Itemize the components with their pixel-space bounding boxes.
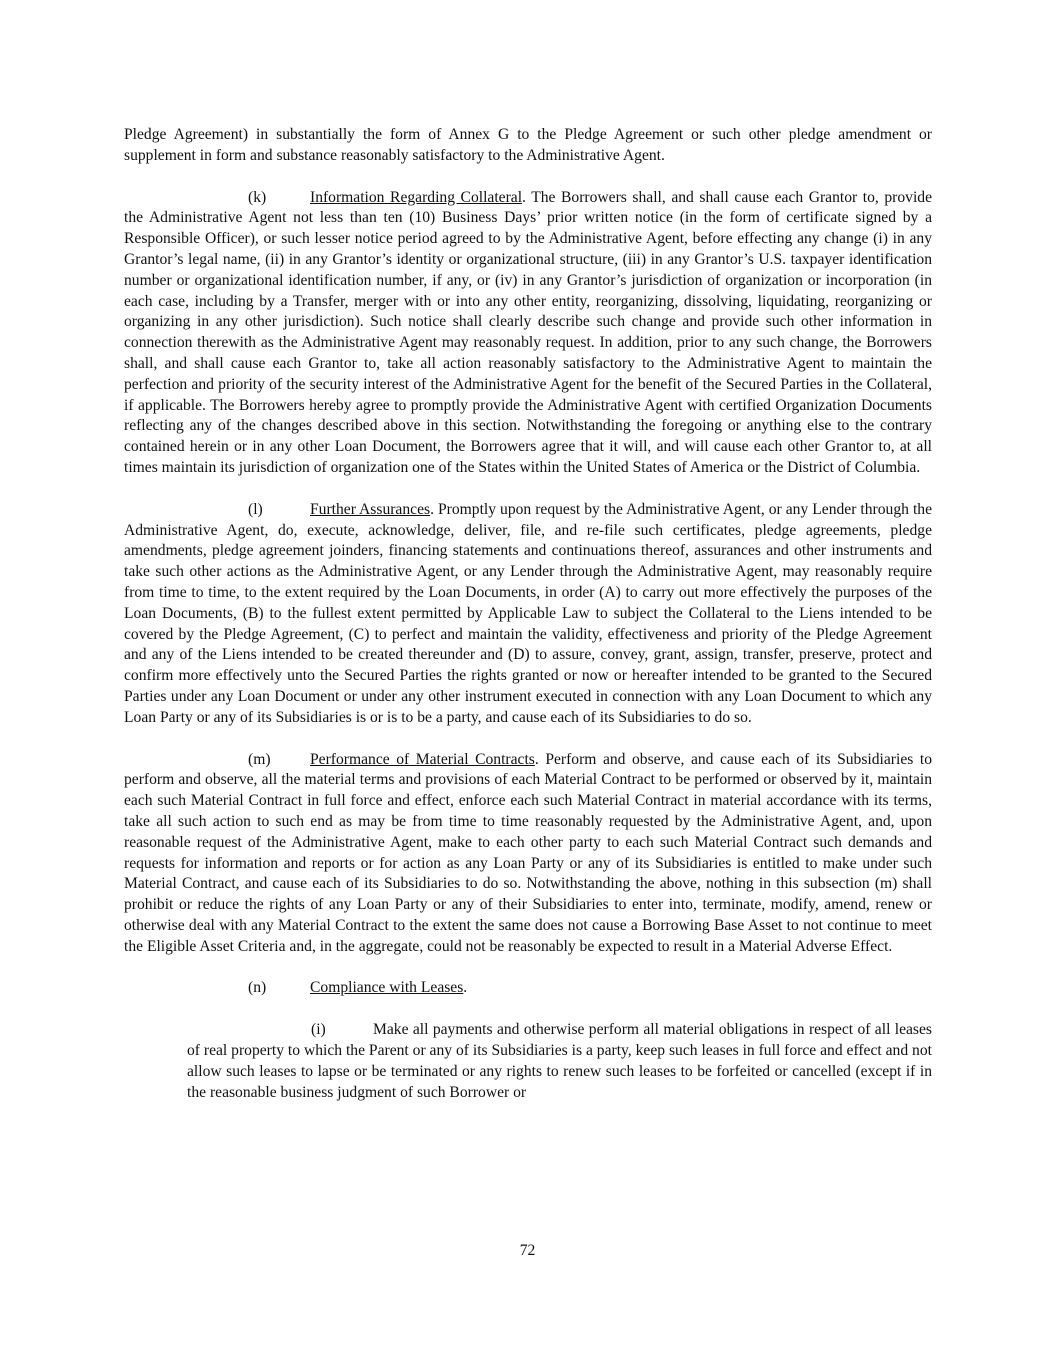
section-l-marker: (l) xyxy=(248,500,263,518)
section-m-marker: (m) xyxy=(248,750,271,768)
section-l-paragraph xyxy=(124,500,932,729)
section-k-heading: Information Regarding Collateral xyxy=(310,188,523,206)
section-k-text: . The Borrowers shall, and shall cause each Grantor to, provide the Administrative Agent not less than ten (10) Business Days’ prior written notice (in the form of certificate signed by a Responsible Officer), or such lesser notice period agreed to by the Administrative Agent, before effecting any change (i) in any Grantor’s legal name, (ii) in any Grantor’s identity or organizational structure, (iii) in any Grantor’s U.S. taxpayer identification number or organizational identification number, if any, or (iv) in any Grantor’s jurisdiction of organization or incorporation (in each case, including by a Transfer, merger with or into any other entity, reorganizing, dissolving, liquidating, reorganizing or organizing in any other jurisdiction). Such notice shall clearly describe such change and provide such other information in connection therewith as the Administrative Agent may reasonably request. In addition, prior to any such change, the Borrowers shall, and shall cause each Grantor to, take all action reasonably satisfactory to the Administrative Agent to maintain the perfection and priority of the security interest of the Administrative Agent for the benefit of the Secured Parties in the Collateral, if applicable. The Borrowers hereby agree to promptly provide the Administrative Agent with certified Organization Documents reflecting any of the changes described above in this section. Notwithstanding the foregoing or anything else to the contrary contained herein or in any other Loan Document, the Borrowers agree that it will, and will cause each other Grantor to, at all times maintain its jurisdiction of organization one of the States within the United States of America or the District of Columbia. xyxy=(124,188,932,476)
section-n-paragraph xyxy=(124,978,932,999)
section-n-i-paragraph xyxy=(187,1020,932,1103)
section-n-i-text: Make all payments and otherwise perform all material obligations in respect of all leases of real property to which the Parent or any of its Subsidiaries is a party, keep such leases in full force and effect and not allow such leases to lapse or be terminated or any rights to renew such leases to be forfeited or cancelled (except if in the reasonable business judgment of such Borrower or xyxy=(187,1021,932,1101)
section-n-heading: Compliance with Leases xyxy=(310,979,464,997)
section-n-i-marker: (i) xyxy=(311,1021,326,1039)
section-m-heading: Performance of Material Contracts xyxy=(310,750,535,768)
section-l-heading: Further Assurances xyxy=(310,500,431,518)
continuation-paragraph xyxy=(124,125,932,167)
section-k-paragraph xyxy=(124,188,932,479)
page-number: 72 xyxy=(519,1242,536,1259)
section-l-text: . Promptly upon request by the Administrative Agent, or any Lender through the Administrative Agent, do, execute, acknowledge, deliver, file, and re-file such certificates, pledge agreements, pledge amendments, pledge agreement joinders, financing statements and continuations thereof, assurances and other instruments and take such other actions as the Administrative Agent, or any Lender through the Administrative Agent, may reasonably require from time to time, to the extent required by the Loan Documents, in order (A) to carry out more effectively the purposes of the Loan Documents, (B) to the fullest extent permitted by Applicable Law to subject the Collateral to the Liens intended to be covered by the Pledge Agreement, (C) to perfect and maintain the validity, effectiveness and priority of the Pledge Agreement and any of the Liens intended to be created thereunder and (D) to assure, convey, grant, assign, transfer, preserve, protect and confirm more effectively unto the Secured Parties the rights granted or now or hereafter intended to be granted to the Secured Parties under any Loan Document or under any other instrument executed in connection with any Loan Document to which any Loan Party or any of its Subsidiaries is or is to be a party, and cause each of its Subsidiaries to do so. xyxy=(124,500,932,726)
section-m-text: . Perform and observe, and cause each of its Subsidiaries to perform and observe, all the material terms and provisions of each Material Contract to be performed or observed by it, maintain each such Material Contract in full force and effect, enforce each such Material Contract in material accordance with its terms, take all such action to such end as may be from time to time reasonably requested by the Administrative Agent, and, upon reasonable request of the Administrative Agent, make to each other party to each such Material Contract such demands and requests for information and reports or for action as any Loan Party or any of its Subsidiaries is entitled to make under such Material Contract, and cause each of its Subsidiaries to do so. Notwithstanding the above, nothing in this subsection (m) shall prohibit or reduce the rights of any Loan Party or any of their Subsidiaries to enter into, terminate, modify, amend, renew or otherwise deal with any Material Contract to the extent the same does not cause a Borrowing Base Asset to not continue to meet the Eligible Asset Criteria and, in the aggregate, could not be reasonably be expected to result in a Material Adverse Effect. xyxy=(124,750,932,955)
section-n-text: . xyxy=(463,979,468,997)
section-m-paragraph xyxy=(124,750,932,958)
section-k-marker: (k) xyxy=(248,188,267,206)
document-page xyxy=(124,125,932,1103)
section-n-marker: (n) xyxy=(248,979,267,997)
continuation-text: Pledge Agreement) in substantially the form of Annex G to the Pledge Agreement or such other pledge amendment or supplement in form and substance reasonably satisfactory to the Administrative Agent. xyxy=(124,126,932,164)
